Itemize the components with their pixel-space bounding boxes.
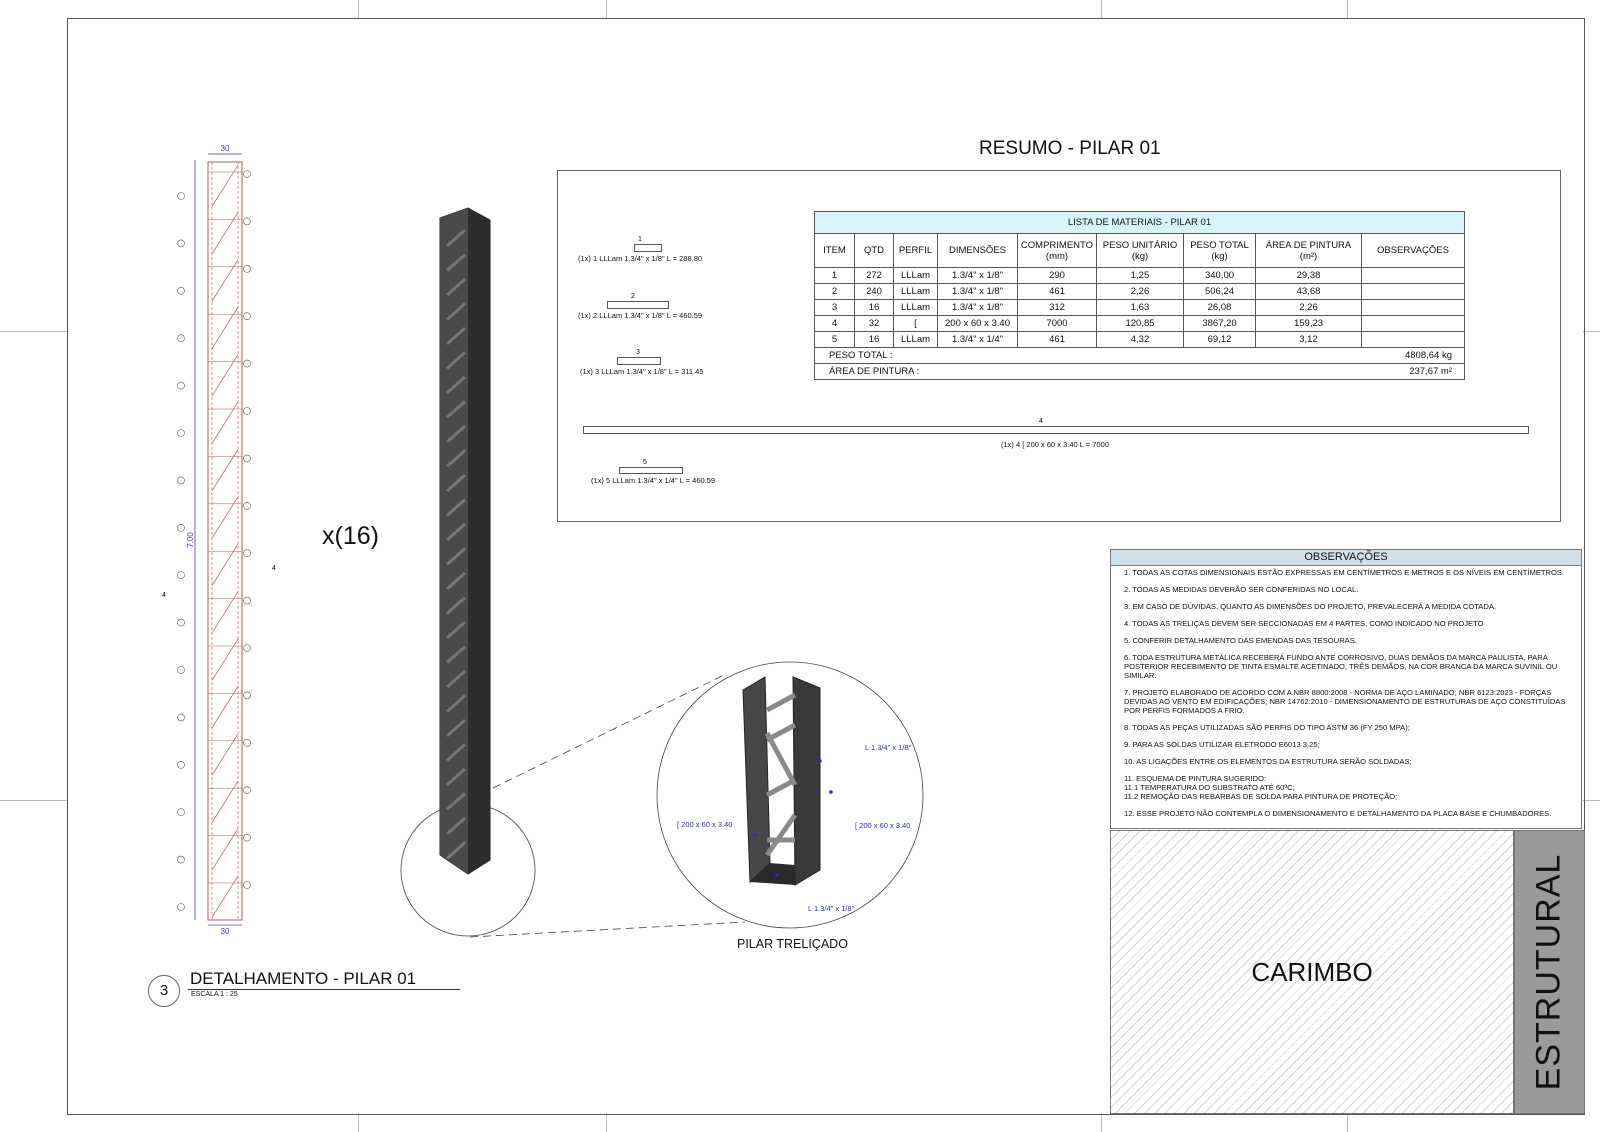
table-cell: LLLam — [894, 268, 938, 284]
materials-header-row — [815, 234, 1465, 268]
elevation-mark-bubble — [244, 550, 251, 557]
elevation-width-top: 30 — [220, 144, 230, 153]
observacao-item: 11. ESQUEMA DE PINTURA SUGERIDO: 11.1 TEMPERATURA DO SUBSTRATO ATÉ 60ºC; 11.2 REMOÇÃO DAS REBARBAS DE SOLDA PARA PINTURA DE PROTEÇÃO; — [1124, 774, 1398, 801]
table-cell: 1,25 — [1097, 268, 1184, 284]
grid-tick — [1583, 800, 1600, 801]
table-cell: 69,12 — [1184, 332, 1256, 348]
elevation-height: 7.00 — [186, 532, 195, 548]
elevation-mark-bubble — [244, 218, 251, 225]
observacoes-list — [1111, 566, 1581, 818]
elevation-mark-bubble — [178, 761, 185, 768]
elevation-diagonal — [212, 212, 238, 253]
materials-header-cell: QTD — [855, 234, 894, 268]
elevation-diagonal — [212, 686, 238, 727]
table-row — [815, 300, 1465, 316]
piece-2-mark: 2 — [631, 293, 635, 300]
elevation-mark-bubble — [244, 692, 251, 699]
piece-2-sketch — [607, 301, 669, 309]
materials-header-cell: PESO TOTAL (kg) — [1184, 234, 1256, 268]
callout-channel-left: [ 200 x 60 x 3.40 — [677, 820, 733, 829]
piece-5-label: (1x) 5 LLLam 1.3/4" x 1/4" L = 460.59 — [591, 476, 716, 485]
table-cell: 1.3/4" x 1/4" — [938, 332, 1018, 348]
elevation-mark-bubble — [244, 455, 251, 462]
materials-header-cell: DIMENSÕES — [938, 234, 1018, 268]
column-elevation-drawing — [150, 140, 300, 940]
elevation-diagonal — [212, 734, 238, 775]
mark-4-right: 4 — [272, 565, 276, 572]
piece-2-label: (1x) 2 LLLam 1.3/4" x 1/8" L = 460.59 — [578, 311, 703, 320]
piece-4-mark: 4 — [1039, 418, 1043, 425]
table-cell: [ — [894, 316, 938, 332]
elevation-diagonal — [212, 876, 238, 917]
table-cell: 272 — [855, 268, 894, 284]
detail-scale: ESCALA 1 : 25 — [191, 991, 238, 998]
table-cell: 16 — [855, 332, 894, 348]
grid-tick — [1583, 331, 1600, 332]
table-cell: 43,68 — [1256, 284, 1362, 300]
discipline-label: ESTRUTURAL — [1529, 853, 1568, 1091]
table-cell: 26,08 — [1184, 300, 1256, 316]
callout-angle-top: L 1.3/4" x 1/8" — [865, 743, 912, 752]
grid-tick — [1101, 1113, 1102, 1132]
table-cell: LLLam — [894, 332, 938, 348]
materials-header-cell: PESO UNITÁRIO (kg) — [1097, 234, 1184, 268]
elevation-mark-bubble — [244, 360, 251, 367]
elevation-diagonal — [212, 592, 238, 633]
table-cell: 120,85 — [1097, 316, 1184, 332]
elevation-diagonal — [212, 260, 238, 301]
elevation-width-bottom: 30 — [220, 927, 230, 936]
table-cell — [1362, 332, 1465, 348]
table-row — [815, 316, 1465, 332]
table-cell: 1 — [815, 268, 855, 284]
elevation-mark-bubble — [178, 524, 185, 531]
materials-table — [814, 211, 1465, 380]
elevation-mark-bubble — [178, 193, 185, 200]
table-cell: 7000 — [1018, 316, 1097, 332]
table-cell: 159,23 — [1256, 316, 1362, 332]
callout-channel-right: [ 200 x 60 x 3.40 — [855, 821, 911, 830]
carimbo-stamp-area — [1110, 830, 1514, 1114]
table-cell: 3867,20 — [1184, 316, 1256, 332]
table-cell: 1.3/4" x 1/8" — [938, 284, 1018, 300]
observacao-item: 12. ESSE PROJETO NÃO CONTEMPLA O DIMENSIONAMENTO E DETALHAMENTO DA PLACA BASE E CHUMBADORES. — [1124, 809, 1552, 818]
table-cell: 240 — [855, 284, 894, 300]
resumo-title: RESUMO - PILAR 01 — [979, 138, 1161, 159]
table-cell: 461 — [1018, 332, 1097, 348]
table-cell: 3,12 — [1256, 332, 1362, 348]
piece-1-sketch — [634, 244, 662, 252]
observacao-item: 4. TODAS AS TRELIÇAS DEVEM SER SECCIONADAS EM 4 PARTES, COMO INDICADO NO PROJETO — [1124, 619, 1484, 628]
elevation-mark-bubble — [178, 667, 185, 674]
observacao-item: 9. PARA AS SOLDAS UTILIZAR ELETRODO E6013 3.25; — [1124, 740, 1320, 749]
elevation-mark-bubble — [244, 313, 251, 320]
piece-3-label: (1x) 3 LLLam 1.3/4" x 1/8" L = 311.45 — [580, 367, 704, 376]
elevation-diagonal — [212, 165, 238, 206]
table-cell: 1.3/4" x 1/8" — [938, 268, 1018, 284]
area-pintura-value: 237,67 m² — [1256, 364, 1465, 380]
elevation-mark-bubble — [244, 834, 251, 841]
elevation-mark-bubble — [178, 856, 185, 863]
elevation-diagonal — [212, 829, 238, 870]
elevation-diagonal — [212, 497, 238, 538]
table-cell — [1362, 316, 1465, 332]
observacoes-title: OBSERVAÇÕES — [1111, 550, 1581, 566]
quantity-multiplier: x(16) — [322, 522, 379, 550]
observacao-item: 2. TODAS AS MEDIDAS DEVERÃO SER CONFERIDAS NO LOCAL. — [1124, 585, 1359, 594]
elevation-mark-bubble — [178, 809, 185, 816]
mark-4-left: 4 — [162, 592, 166, 599]
grid-tick — [606, 0, 607, 18]
piece-1-mark: 1 — [638, 236, 642, 243]
peso-total-value: 4808,64 kg — [1256, 348, 1465, 364]
elevation-mark-bubble — [178, 382, 185, 389]
elevation-mark-bubble — [178, 904, 185, 911]
materials-header-cell: OBSERVAÇÕES — [1362, 234, 1465, 268]
grid-tick — [1101, 0, 1102, 18]
table-cell: 3 — [815, 300, 855, 316]
piece-5-mark: 5 — [643, 459, 647, 466]
detail-number: 3 — [148, 975, 180, 1007]
grid-tick — [0, 331, 67, 332]
table-cell: 340,00 — [1184, 268, 1256, 284]
grid-tick — [0, 800, 67, 801]
table-cell: 1,63 — [1097, 300, 1184, 316]
pilar-caption: PILAR TRELIÇADO — [737, 937, 848, 951]
elevation-mark-bubble — [244, 408, 251, 415]
elevation-mark-bubble — [178, 477, 185, 484]
table-cell: LLLam — [894, 300, 938, 316]
observacao-item: 8. TODAS AS PEÇAS UTILIZADAS SÃO PERFIS DO TIPO ASTM 36 (FY 250 MPA); — [1124, 723, 1410, 732]
materials-header-cell: ÁREA DE PINTURA (m²) — [1256, 234, 1362, 268]
table-cell: 200 x 60 x 3.40 — [938, 316, 1018, 332]
observacao-item: 10. AS LIGAÇÕES ENTRE OS ELEMENTOS DA ESTRUTURA SERÃO SOLDADAS; — [1124, 757, 1412, 766]
elevation-mark-bubble — [178, 335, 185, 342]
area-pintura-label: ÁREA DE PINTURA : — [815, 364, 1256, 380]
elevation-mark-bubble — [244, 597, 251, 604]
piece-4-sketch — [583, 426, 1529, 434]
table-cell: 32 — [855, 316, 894, 332]
observacao-item: 7. PROJETO ELABORADO DE ACORDO COM A NBR 8800:2008 - NORMA DE AÇO LAMINADO; NBR 6123:2023 - FORÇAS DEVIDAS AO VENTO EM EDIFICAÇÕES; NBR 14762:2010 - DIMENSIONAMENTO DE ESTRUTURAS DE AÇO CONSTITUÍDAS POR PERFIS FORMADOS A FRIO. — [1124, 688, 1566, 715]
elevation-mark-bubble — [244, 739, 251, 746]
detail-title: DETALHAMENTO - PILAR 01 — [190, 969, 417, 988]
materials-header-cell: COMPRIMENTO (mm) — [1018, 234, 1097, 268]
table-cell — [1362, 284, 1465, 300]
elevation-diagonal — [212, 355, 238, 396]
elevation-mark-bubble — [178, 287, 185, 294]
table-cell: 290 — [1018, 268, 1097, 284]
observacoes-panel — [1110, 549, 1582, 829]
grid-tick — [1347, 0, 1348, 18]
elevation-mark-bubble — [244, 265, 251, 272]
elevation-diagonal — [212, 307, 238, 348]
table-cell: LLLam — [894, 284, 938, 300]
elevation-diagonal — [212, 639, 238, 680]
table-cell: 1.3/4" x 1/8" — [938, 300, 1018, 316]
observacao-item: 6. TODA ESTRUTURA METÁLICA RECEBERÁ FUNDO ANTE CORROSIVO, DUAS DEMÃOS DA MARCA PAULISTA, PARA POSTERIOR RECEBIMENTO DE TINTA ESMALTE ACETINADO, TRÊS DEMÃOS, NA COR BRANCA DA MARCA SUVINIL OU SIMILAR. — [1124, 653, 1558, 680]
piece-3-mark: 3 — [636, 349, 640, 356]
table-cell — [1362, 268, 1465, 284]
discipline-strip — [1514, 830, 1585, 1114]
elevation-mark-bubble — [178, 714, 185, 721]
elevation-mark-bubble — [178, 572, 185, 579]
peso-total-label: PESO TOTAL : — [815, 348, 1256, 364]
grid-tick — [606, 1113, 607, 1132]
grid-tick — [1347, 1113, 1348, 1132]
observacao-item: 5. CONFERIR DETALHAMENTO DAS EMENDAS DAS TESOURAS. — [1124, 636, 1357, 645]
table-cell: 506,24 — [1184, 284, 1256, 300]
table-cell: 2,26 — [1097, 284, 1184, 300]
elevation-diagonal — [212, 402, 238, 443]
table-cell: 2,26 — [1256, 300, 1362, 316]
elevation-diagonal — [212, 544, 238, 585]
grid-tick — [358, 0, 359, 18]
elevation-mark-bubble — [178, 430, 185, 437]
table-cell: 4,32 — [1097, 332, 1184, 348]
table-cell: 16 — [855, 300, 894, 316]
observacao-item: 1. TODAS AS COTAS DIMENSIONAIS ESTÃO EXPRESSAS EM CENTÍMETROS E METROS E OS NÍVEIS EM CENTÍMETROS. — [1124, 568, 1565, 577]
piece-4-label: (1x) 4 [ 200 x 60 x 3.40 L = 7000 — [1001, 440, 1109, 449]
materials-caption: LISTA DE MATERIAIS - PILAR 01 — [815, 212, 1465, 234]
materials-header-cell: PERFIL — [894, 234, 938, 268]
elevation-mark-bubble — [244, 645, 251, 652]
table-row — [815, 268, 1465, 284]
elevation-mark-bubble — [244, 171, 251, 178]
table-cell: 461 — [1018, 284, 1097, 300]
detail-underline — [188, 989, 460, 990]
elevation-diagonal — [212, 781, 238, 822]
table-cell: 29,38 — [1256, 268, 1362, 284]
elevation-mark-bubble — [244, 882, 251, 889]
table-cell: 312 — [1018, 300, 1097, 316]
table-cell: 4 — [815, 316, 855, 332]
materials-header-cell: ITEM — [815, 234, 855, 268]
table-row — [815, 332, 1465, 348]
observacao-item: 3. EM CASO DE DÚVIDAS, QUANTO AS DIMENSÕES DO PROJETO, PREVALECERÁ A MEDIDA COTADA. — [1124, 602, 1497, 611]
table-cell: 2 — [815, 284, 855, 300]
piece-3-sketch — [617, 357, 661, 365]
callout-angle-bottom: L 1.3/4" x 1/8" — [808, 904, 855, 913]
column-detail-view — [655, 655, 925, 935]
carimbo-label: CARIMBO — [1251, 957, 1373, 987]
piece-5-sketch — [619, 467, 683, 474]
table-cell: 5 — [815, 332, 855, 348]
elevation-mark-bubble — [244, 502, 251, 509]
table-row — [815, 284, 1465, 300]
elevation-mark-bubble — [244, 787, 251, 794]
grid-tick — [358, 1113, 359, 1132]
piece-1-label: (1x) 1 LLLam 1.3/4" x 1/8" L = 288.80 — [578, 254, 703, 263]
table-cell — [1362, 300, 1465, 316]
elevation-mark-bubble — [178, 619, 185, 626]
elevation-diagonal — [212, 449, 238, 490]
elevation-mark-bubble — [178, 240, 185, 247]
